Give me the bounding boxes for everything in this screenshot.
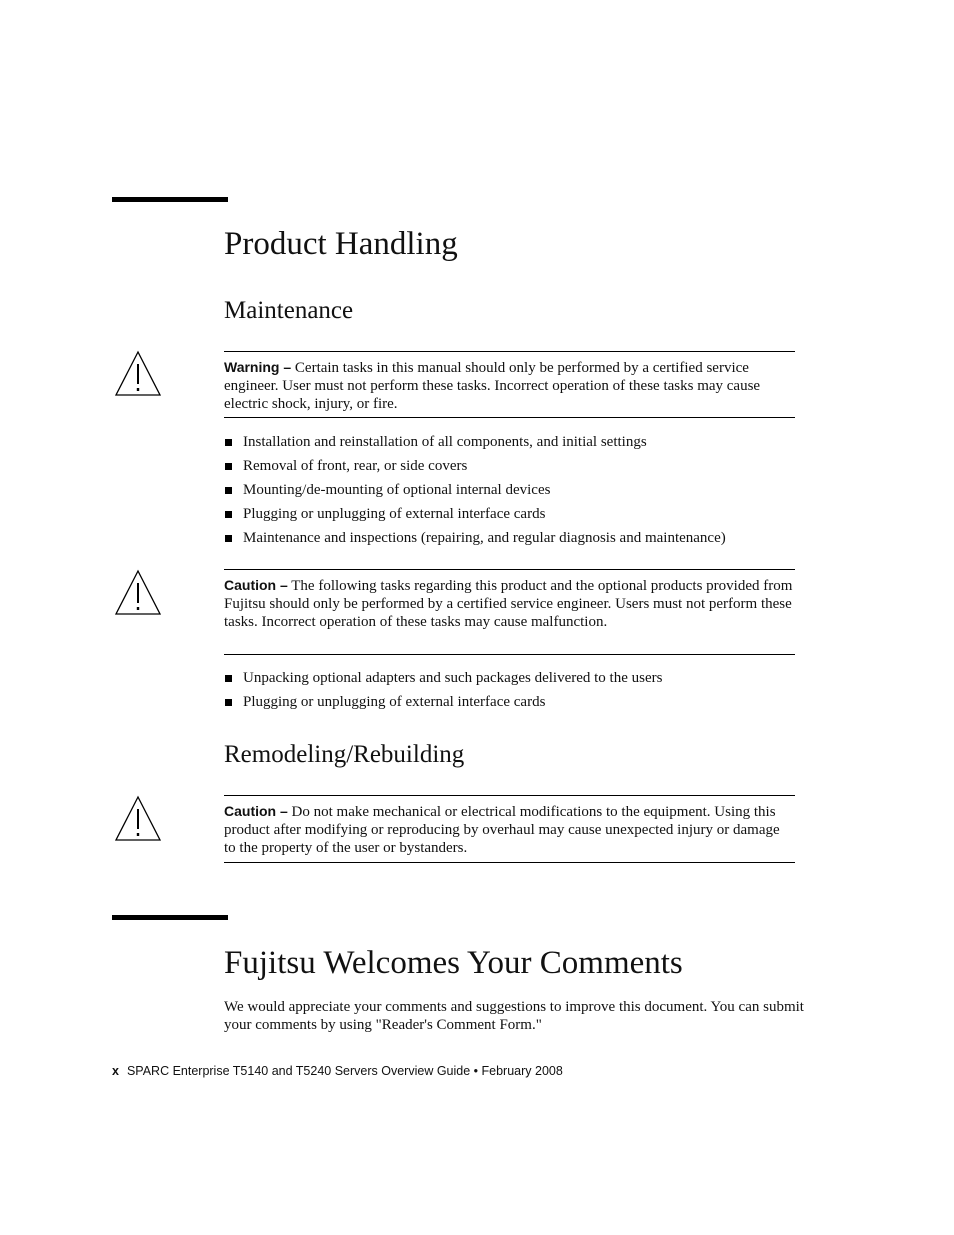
bullet-square-icon	[225, 675, 232, 682]
comments-paragraph: We would appreciate your comments and suggestions to improve this document. You can submit your comments by using "Reader's Comment Form."	[224, 999, 804, 1033]
chapter-rule	[112, 915, 228, 920]
caution-notice-maintenance	[224, 569, 795, 655]
list-item: Mounting/de-mounting of optional internal devices	[224, 481, 824, 505]
caution-text: The following tasks regarding this product and the optional products provided from Fujitsu should only be performed by a certified service engineer. Users must not perform these tasks. Incorrect operation of these tasks may cause malfunction.	[224, 578, 793, 630]
list-item: Plugging or unplugging of external interface cards	[224, 505, 824, 529]
list-item: Installation and reinstallation of all components, and initial settings	[224, 433, 824, 457]
caution-paragraph	[224, 802, 795, 857]
warning-paragraph	[224, 358, 795, 413]
page-number: x	[112, 1064, 119, 1078]
list-item: Unpacking optional adapters and such packages delivered to the users	[224, 669, 824, 693]
warning-triangle-icon	[114, 350, 162, 398]
bullet-square-icon	[225, 535, 232, 542]
warning-label: Warning –	[224, 359, 292, 375]
bullet-square-icon	[225, 487, 232, 494]
caution-label: Caution –	[224, 803, 288, 819]
section-title-fujitsu-comments: Fujitsu Welcomes Your Comments	[224, 945, 683, 981]
bullet-square-icon	[225, 439, 232, 446]
caution-label: Caution –	[224, 577, 288, 593]
user-restricted-task-list	[224, 669, 824, 717]
page-footer	[112, 1063, 563, 1079]
bullet-square-icon	[225, 511, 232, 518]
caution-text: Do not make mechanical or electrical modifications to the equipment. Using this product after modifying or reproducing by overhaul may cause unexpected injury or damage to the property of the user or bystanders.	[224, 804, 780, 856]
warning-triangle-icon	[114, 795, 162, 843]
warning-text: Certain tasks in this manual should only be performed by a certified service engineer. User must not perform these tasks. Incorrect operation of these tasks may cause electric shock, injury, or fire.	[224, 360, 761, 412]
maintenance-task-list	[224, 433, 824, 553]
list-item: Removal of front, rear, or side covers	[224, 457, 824, 481]
list-item: Plugging or unplugging of external interface cards	[224, 693, 824, 717]
footer-text: SPARC Enterprise T5140 and T5240 Servers Overview Guide • February 2008	[126, 1064, 563, 1078]
chapter-rule	[112, 197, 228, 202]
bullet-square-icon	[225, 699, 232, 706]
warning-notice	[224, 351, 795, 418]
section-title-product-handling: Product Handling	[224, 226, 458, 262]
heading-remodeling-rebuilding: Remodeling/Rebuilding	[224, 741, 465, 768]
caution-notice-remodeling	[224, 795, 795, 863]
heading-maintenance: Maintenance	[224, 297, 354, 324]
bullet-square-icon	[225, 463, 232, 470]
warning-triangle-icon	[114, 569, 162, 617]
caution-paragraph	[224, 576, 795, 631]
list-item: Maintenance and inspections (repairing, and regular diagnosis and maintenance)	[224, 529, 824, 553]
